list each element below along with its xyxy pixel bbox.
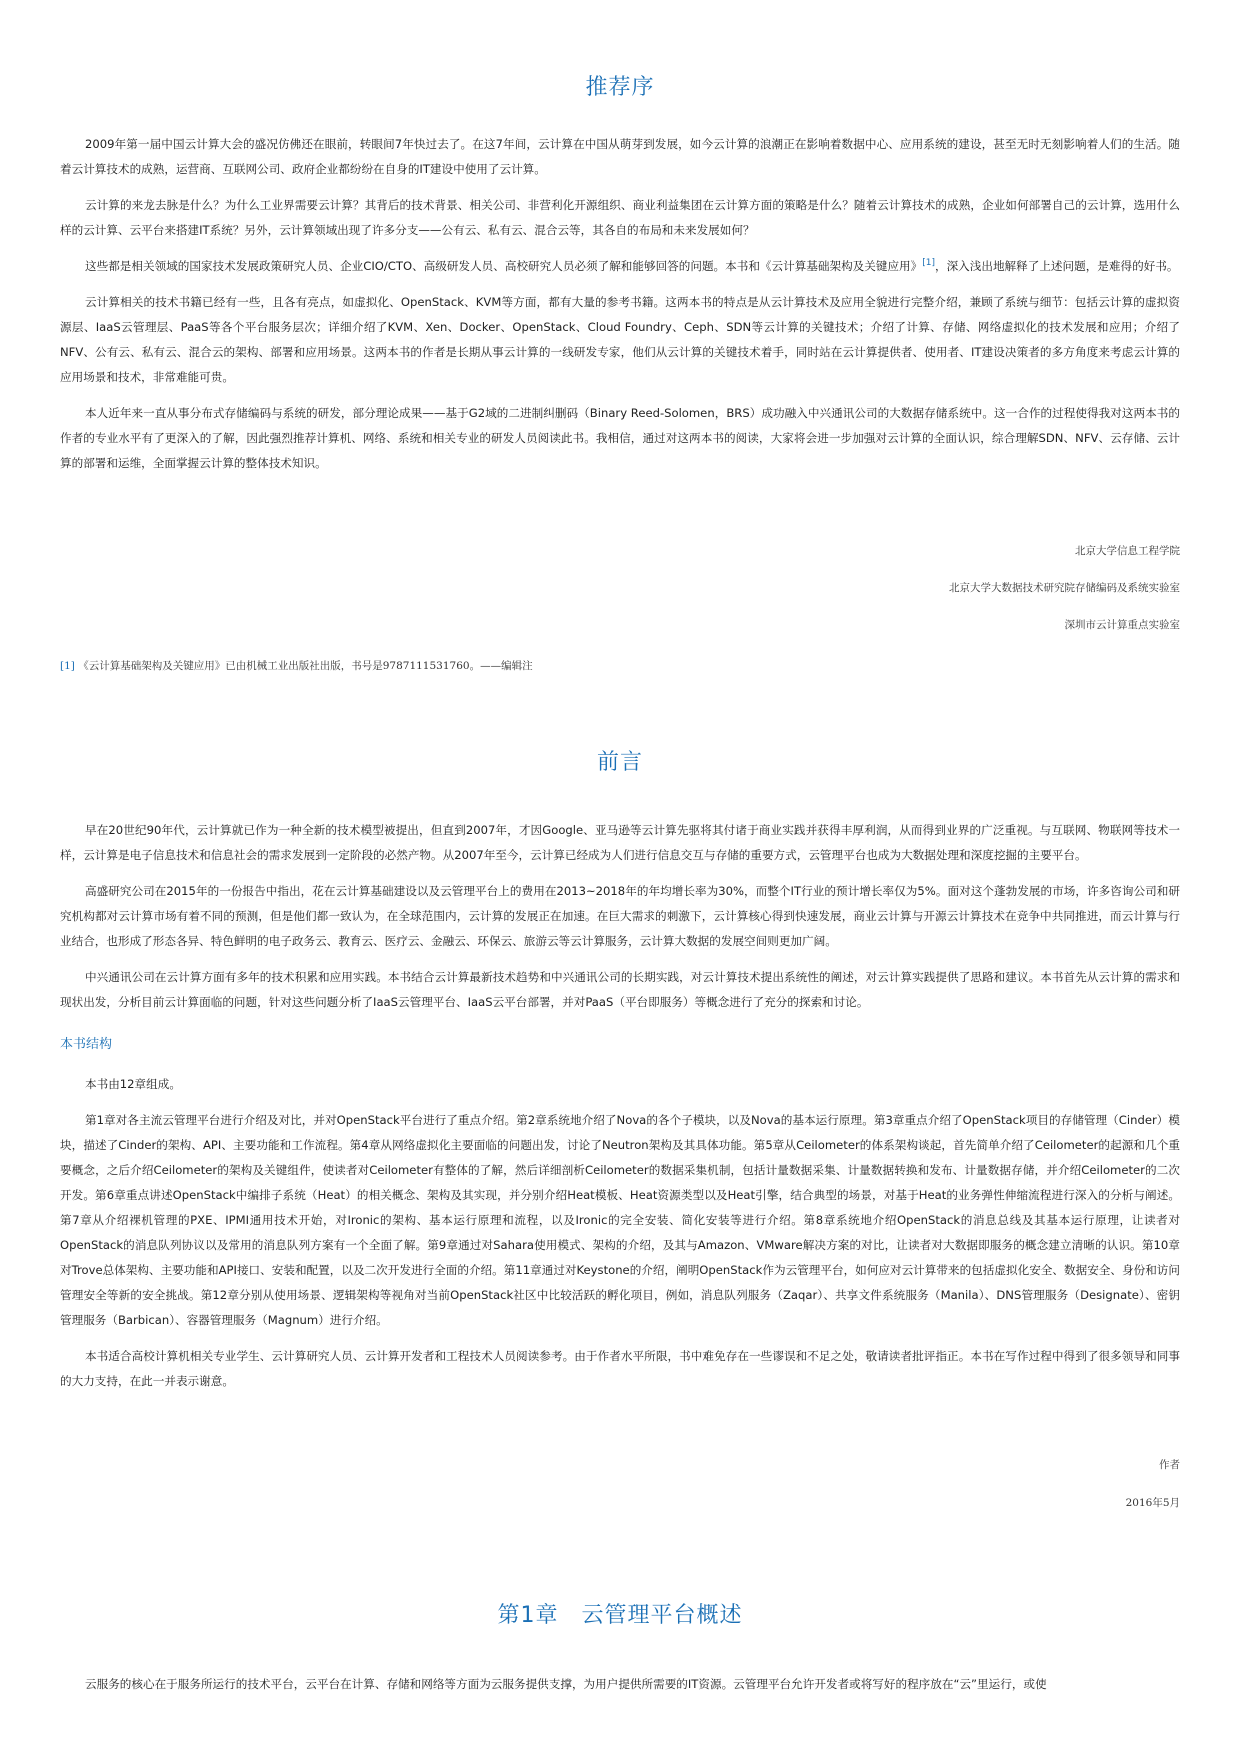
foreword-author: 作者 [1159,1459,1180,1471]
foreword-paragraph-2: 高盛研究公司在2015年的一份报告中指出，花在云计算基础建设以及云管理平台上的费用在2013~2018年的年均增长率为30%，而整个IT行业的预计增长率仅为5%。面对这个蓬勃发展的市场，许多咨询公司和研究机构都对云计算市场有着不同的预测，但是他们都一致认为，在全球范围内，云计算的发展正在加速。在巨大需求的刺激下，云计算核心得到快速发展，商业云计算与开源云计算技术在竞争中共同推进，而云计算与行业结合，也形成了形态各异、特色鲜明的电子政务云、教育云、医疗云、金融云、环保云、旅游云等云计算服务，云计算大数据的发展空间则更加广阔。 [60,884,1180,948]
structure-paragraph-3: 本书适合高校计算机相关专业学生、云计算研究人员、云计算开发者和工程技术人员阅读参考。由于作者水平所限，书中难免存在一些谬误和不足之处，敬请读者批评指正。本书在写作过程中得到了很多领导和同事的大力支持，在此一并表示谢意。 [60,1349,1180,1388]
footnote-text: 《云计算基础架构及关键应用》已由机械工业出版社出版，书号是9787111531760。——编辑注 [78,660,533,672]
foreword-title: 前言 [596,750,643,775]
preface-paragraph-5: 本人近年来一直从事分布式存储编码与系统的研发，部分理论成果——基于G2域的二进制纠删码（Binary Reed-Solomen，BRS）成功融入中兴通讯公司的大数据存储系统中。这一合作的过程使得我对这两本书的作者的专业水平有了更深入的了解，因此强烈推荐计算机、网络、系统和相关专业的研发人员阅读此书。我相信，通过对这两本书的阅读，大家将会进一步加强对云计算的全面认识，综合理解SDN、NFV、云存储、云计算的部署和运维，全面掌握云计算的整体技术知识。 [60,406,1180,470]
preface-paragraph-3-text-b: ，深入浅出地解释了上述问题，是难得的好书。 [934,259,1179,273]
book-structure-heading: 本书结构 [60,1037,113,1052]
preface-paragraph-1: 2009年第一届中国云计算大会的盛况仿佛还在眼前，转眼间7年快过去了。在这7年间，云计算在中国从萌芽到发展，如今云计算的浪潮正在影响着数据中心、应用系统的建设，甚至无时无刻影响着人们的生活。随着云计算技术的成熟，运营商、互联网公司、政府企业都纷纷在自身的IT建设中使用了云计算。 [60,137,1180,176]
preface-signature-3: 深圳市云计算重点实验室 [1064,619,1180,631]
footnote-mark-link[interactable]: [1] [60,660,75,672]
foreword-paragraph-1: 早在20世纪90年代，云计算就已作为一种全新的技术模型被提出，但直到2007年，才因Google、亚马逊等云计算先驱将其付诸于商业实践并获得丰厚利润，从而得到业界的广泛重视。与互联网、物联网等技术一样，云计算是电子信息技术和信息社会的需求发展到一定阶段的必然产物。从2007年至今，云计算已经成为人们进行信息交互与存储的重要方式，云管理平台也成为大数据处理和深度挖掘的主要平台。 [60,823,1180,862]
preface-paragraph-4: 云计算相关的技术书籍已经有一些，且各有亮点，如虚拟化、OpenStack、KVM等方面，都有大量的参考书籍。这两本书的特点是从云计算技术及应用全貌进行完整介绍，兼顾了系统与细节：包括云计算的虚拟资源层、IaaS云管理层、PaaS等各个平台服务层次；详细介绍了KVM、Xen、Docker、OpenStack、Cloud Foundry、Ceph、SDN等云计算的关键技术；介绍了计算、存储、网络虚拟化的技术发展和应用；介绍了NFV、公有云、私有云、混合云的架构、部署和应用场景。这两本书的作者是长期从事云计算的一线研发专家，他们从云计算的关键技术着手，同时站在云计算提供者、使用者、IT建设决策者的多方角度来考虑云计算的应用场景和技术，非常难能可贵。 [60,295,1180,384]
preface-title: 推荐序 [585,75,655,100]
preface-signature-2: 北京大学大数据技术研究院存储编码及系统实验室 [949,582,1180,594]
structure-paragraph-1: 本书由12章组成。 [85,1077,181,1091]
foreword-date: 2016年5月 [1125,1497,1180,1509]
chapter-1-title: 第1章 云管理平台概述 [497,1603,743,1628]
footnote-reference-link[interactable]: [1] [922,258,935,269]
preface-paragraph-3 [60,254,1180,279]
structure-paragraph-2: 第1章对各主流云管理平台进行介绍及对比，并对OpenStack平台进行了重点介绍。第2章系统地介绍了Nova的各个子模块，以及Nova的基本运行原理。第3章重点介绍了OpenStack项目的存储管理（Cinder）模块，描述了Cinder的架构、API、主要功能和工作流程。第4章从网络虚拟化主要面临的问题出发，讨论了Neutron架构及其具体功能。第5章从Ceilometer的体系架构谈起，首先简单介绍了Ceilometer的起源和几个重要概念，之后介绍Ceilometer的架构及关键组件，使读者对Ceilometer有整体的了解，然后详细剖析Ceilometer的数据采集机制，包括计量数据采集、计量数据转换和发布、计量数据存储，并介绍Ceilometer的二次开发。第6章重点讲述OpenStack中编排子系统（Heat）的相关概念、架构及其实现，并分别介绍Heat模板、Heat资源类型以及Heat引擎，结合典型的场景，对基于Heat的业务弹性伸缩流程进行深入的分析与阐述。第7章从介绍裸机管理的PXE、IPMI通用技术开始，对Ironic的架构、基本运行原理和流程，以及Ironic的完全安装、简化安装等进行介绍。第8章系统地介绍OpenStack的消息总线及其基本运行原理，让读者对OpenStack的消息队列协议以及常用的消息队列方案有一个全面了解。第9章通过对Sahara使用模式、架构的介绍，及其与Amazon、VMware解决方案的对比，让读者对大数据即服务的概念建立清晰的认识。第10章对Trove总体架构、主要功能和API接口、安装和配置，以及二次开发进行全面的介绍。第11章通过对Keystone的介绍，阐明OpenStack作为云管理平台，如何应对云计算带来的包括虚拟化安全、数据安全、身份和访问管理安全等新的安全挑战。第12章分别从使用场景、逻辑架构等视角对当前OpenStack社区中比较活跃的孵化项目，例如，消息队列服务（Zaqar）、共享文件系统服务（Manila）、DNS管理服务（Designate）、密钥管理服务（Barbican）、容器管理服务（Magnum）进行介绍。 [60,1113,1180,1327]
preface-signature-1: 北京大学信息工程学院 [1075,545,1180,557]
foreword-body [60,818,1180,1394]
chapter-1-paragraph-1: 云服务的核心在于服务所运行的技术平台，云平台在计算、存储和网络等方面为云服务提供支撑，为用户提供所需要的IT资源。云管理平台允许开发者或将写好的程序放在“云”里运行，或使 [85,1677,1047,1691]
footnote [60,658,1180,673]
chapter-1-body [60,1672,1180,1697]
preface-paragraph-3-text-a: 这些都是相关领域的国家技术发展政策研究人员、企业CIO/CTO、高级研发人员、高校研究人员必须了解和能够回答的问题。本书和《云计算基础架构及关键应用》 [85,259,923,273]
preface-body [60,132,1180,476]
preface-paragraph-2: 云计算的来龙去脉是什么？为什么工业界需要云计算？其背后的技术背景、相关公司、非营利化开源组织、商业利益集团在云计算方面的策略是什么？随着云计算技术的成熟，企业如何部署自己的云计算，选用什么样的云计算、云平台来搭建IT系统？另外，云计算领域出现了许多分支——公有云、私有云、混合云等，其各自的布局和未来发展如何？ [60,198,1180,237]
foreword-paragraph-3: 中兴通讯公司在云计算方面有多年的技术积累和应用实践。本书结合云计算最新技术趋势和中兴通讯公司的长期实践，对云计算技术提出系统性的阐述，对云计算实践提供了思路和建议。本书首先从云计算的需求和现状出发，分析目前云计算面临的问题，针对这些问题分析了IaaS云管理平台、IaaS云平台部署，并对PaaS（平台即服务）等概念进行了充分的探索和讨论。 [60,970,1180,1009]
